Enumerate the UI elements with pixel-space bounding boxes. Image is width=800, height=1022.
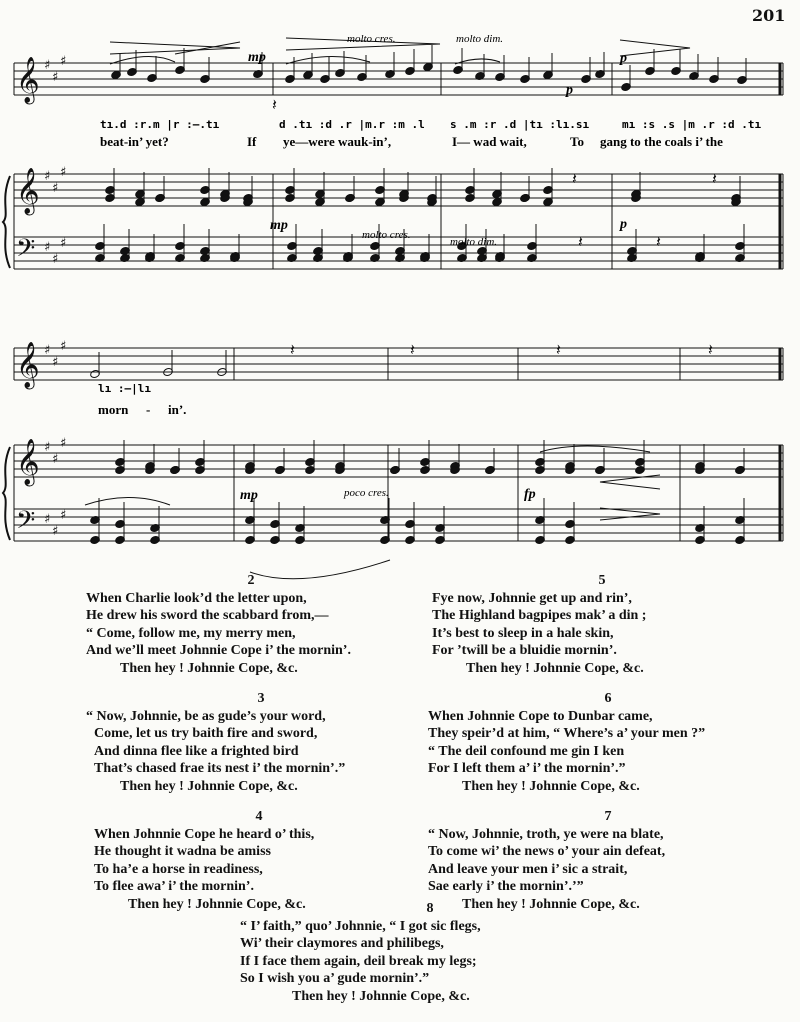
piano-dynamic-p: p bbox=[620, 217, 627, 232]
hairpin-crescendo bbox=[110, 42, 240, 54]
voice-dynamic-p2: p bbox=[620, 51, 627, 66]
sharp-sign: ♯ bbox=[44, 169, 51, 184]
verse-refrain: Then hey ! Johnnie Cope, &c. bbox=[462, 778, 640, 794]
verse-number: 5 bbox=[598, 573, 606, 588]
treble-staff-1 bbox=[14, 174, 783, 206]
rest: 𝄽 bbox=[572, 169, 577, 188]
sharp-sign: ♯ bbox=[44, 58, 51, 73]
brace bbox=[3, 447, 10, 540]
lyric-in: in’. bbox=[168, 402, 187, 417]
slur bbox=[540, 446, 650, 452]
verse-line: For I left them a’ i’ the mornin’.” bbox=[428, 761, 626, 776]
treble-clef: 𝄞 bbox=[16, 168, 40, 214]
rest: 𝄽 bbox=[656, 232, 661, 251]
verse-line: And we’ll meet Johnnie Cope i’ the mornin’. bbox=[86, 643, 351, 658]
verse-5 bbox=[432, 572, 772, 677]
verse-refrain: Then hey ! Johnnie Cope, &c. bbox=[292, 988, 470, 1004]
rest: 𝄽 bbox=[708, 340, 713, 359]
verse-line: That’s chased frae its nest i’ the mornin’.” bbox=[94, 761, 346, 776]
sharp-sign: ♯ bbox=[44, 440, 51, 455]
piano-poco-cres: poco cres. bbox=[344, 487, 389, 499]
verse-refrain: Then hey ! Johnnie Cope, &c. bbox=[120, 660, 298, 676]
verse-line: When Johnnie Cope to Dunbar came, bbox=[428, 708, 653, 724]
slur bbox=[85, 498, 170, 506]
verse-line: To flee awa’ i’ the mornin’. bbox=[94, 879, 254, 894]
verse-line: “ Come, follow me, my merry men, bbox=[86, 625, 296, 641]
verse-6 bbox=[428, 690, 788, 795]
page-number: 201 bbox=[752, 6, 786, 25]
piano-dynamic-mp: mp bbox=[270, 218, 288, 233]
verse-number: 2 bbox=[247, 573, 255, 588]
rest: 𝄽 bbox=[410, 340, 415, 359]
bass-staff-2 bbox=[14, 509, 783, 541]
piano-molto-dim: molto dim. bbox=[450, 236, 498, 248]
voice-dynamic-mp: mp bbox=[248, 50, 266, 65]
solfa-bar-4: mı :s .s |m .r :d .tı bbox=[622, 118, 762, 131]
lyric-6: gang to the coals i’ the bbox=[600, 134, 723, 149]
verse-number: 6 bbox=[604, 691, 612, 706]
sharp-sign: ♯ bbox=[44, 240, 51, 255]
verse-3 bbox=[86, 690, 436, 795]
treble-clef: 𝄞 bbox=[16, 439, 40, 485]
verse-line: “ I’ faith,” quo’ Johnnie, “ I got sic flegs, bbox=[240, 918, 481, 934]
sharp-sign: ♯ bbox=[44, 512, 51, 527]
molto-cres-mark: molto cres. bbox=[347, 33, 396, 45]
verse-2 bbox=[86, 572, 416, 677]
sharp-sign: ♯ bbox=[52, 252, 59, 267]
piano-dynamic-mp-2: mp bbox=[240, 488, 258, 503]
sharp-sign: ♯ bbox=[52, 452, 59, 467]
sharp-sign: ♯ bbox=[60, 165, 67, 180]
verse-line: Sae early i’ the mornin’.’” bbox=[428, 879, 584, 894]
rest: 𝄽 bbox=[578, 232, 583, 251]
piano-dynamic-fp: fp bbox=[524, 487, 536, 502]
piano-molto-cres: molto cres. bbox=[362, 229, 411, 241]
verse-number: 7 bbox=[604, 809, 612, 824]
verse-line: They speir’d at him, “ Where’s a’ your men ?” bbox=[428, 726, 706, 741]
verse-number: 3 bbox=[257, 691, 265, 706]
verse-line: It’s best to sleep in a hale skin, bbox=[432, 625, 614, 641]
solfa-bar-3: s .m :r .d |tı :lı.sı bbox=[450, 118, 590, 131]
verse-number: 8 bbox=[426, 901, 434, 916]
verse-line: When Johnnie Cope he heard o’ this, bbox=[94, 826, 315, 842]
lyric-morn: morn bbox=[98, 402, 129, 417]
verse-line: To ha’e a horse in readiness, bbox=[94, 861, 263, 877]
verse-4 bbox=[94, 808, 424, 913]
verse-line: So I wish you a’ gude mornin’.” bbox=[240, 971, 430, 986]
sharp-sign: ♯ bbox=[60, 436, 67, 451]
lyric-5: To bbox=[570, 134, 584, 149]
lyric-3: ye—were wauk-in’, bbox=[283, 134, 392, 149]
voice-clef: 𝄞 bbox=[16, 342, 40, 388]
verse-line: When Charlie look’d the letter upon, bbox=[86, 590, 307, 606]
voice-clef: 𝄞 bbox=[16, 57, 40, 103]
verse-line: Wi’ their claymores and philibegs, bbox=[240, 936, 444, 951]
verse-refrain: Then hey ! Johnnie Cope, &c. bbox=[462, 896, 640, 912]
verse-line: To come wi’ the news o’ your ain defeat, bbox=[428, 844, 666, 859]
rest: 𝄽 bbox=[556, 340, 561, 359]
verse-line: The Highland bagpipes mak’ a din ; bbox=[432, 608, 647, 623]
verse-refrain: Then hey ! Johnnie Cope, &c. bbox=[128, 896, 306, 912]
lyric-4: I— wad wait, bbox=[452, 134, 527, 149]
bass-clef: 𝄢 bbox=[16, 234, 36, 269]
sharp-sign: ♯ bbox=[60, 236, 67, 251]
voice-dynamic-p: p bbox=[566, 83, 573, 98]
molto-dim-mark: molto dim. bbox=[456, 33, 504, 45]
brace bbox=[3, 176, 10, 268]
solfa-bar-1: tı.d :r.m |r :—.tı bbox=[100, 118, 220, 131]
verse-line: Fye now, Johnnie get up and rin’, bbox=[432, 590, 632, 606]
solfa-system-2: lı :—|lı bbox=[98, 382, 151, 395]
voice-staff-2 bbox=[14, 348, 783, 380]
rest: 𝄽 bbox=[290, 340, 295, 359]
verse-line: And leave your men i’ sic a strait, bbox=[428, 861, 628, 877]
verse-line: For ’twill be a bluidie mornin’. bbox=[432, 643, 617, 658]
lyric-hyphen: - bbox=[146, 402, 151, 417]
sharp-sign: ♯ bbox=[60, 508, 67, 523]
verse-line: “ Now, Johnnie, be as gude’s your word, bbox=[86, 708, 326, 724]
rest: 𝄽 bbox=[712, 169, 717, 188]
lyric-2: If bbox=[247, 134, 257, 149]
verse-line: If I face them again, deil break my legs; bbox=[240, 953, 477, 969]
verse-line: Come, let us try baith fire and sword, bbox=[94, 726, 318, 741]
verse-refrain: Then hey ! Johnnie Cope, &c. bbox=[466, 660, 644, 676]
verse-line: He thought it wadna be amiss bbox=[94, 844, 271, 859]
sharp-sign: ♯ bbox=[60, 54, 67, 69]
sharp-sign: ♯ bbox=[52, 70, 59, 85]
verse-number: 4 bbox=[255, 809, 263, 824]
verse-line: And dinna flee like a frighted bird bbox=[94, 743, 299, 759]
solfa-bar-2: d .tı :d .r |m.r :m .l bbox=[279, 118, 425, 131]
verse-line: “ The deil confound me gin I ken bbox=[428, 743, 625, 759]
lyric-1: beat-in’ yet? bbox=[100, 134, 169, 149]
verse-7 bbox=[428, 808, 788, 913]
verse-line: “ Now, Johnnie, troth, ye were na blate, bbox=[428, 826, 664, 842]
sharp-sign: ♯ bbox=[52, 524, 59, 539]
bass-clef: 𝄢 bbox=[16, 506, 36, 541]
verse-8 bbox=[240, 900, 600, 1005]
rest: 𝄽 bbox=[272, 95, 277, 114]
hairpin-crescendo bbox=[600, 508, 660, 520]
voice-staff-1 bbox=[14, 63, 783, 95]
sharp-sign: ♯ bbox=[52, 181, 59, 196]
verse-refrain: Then hey ! Johnnie Cope, &c. bbox=[120, 778, 298, 794]
sharp-sign: ♯ bbox=[60, 339, 67, 354]
verse-line: He drew his sword the scabbard from,— bbox=[86, 608, 329, 623]
sharp-sign: ♯ bbox=[44, 343, 51, 358]
sharp-sign: ♯ bbox=[52, 355, 59, 370]
